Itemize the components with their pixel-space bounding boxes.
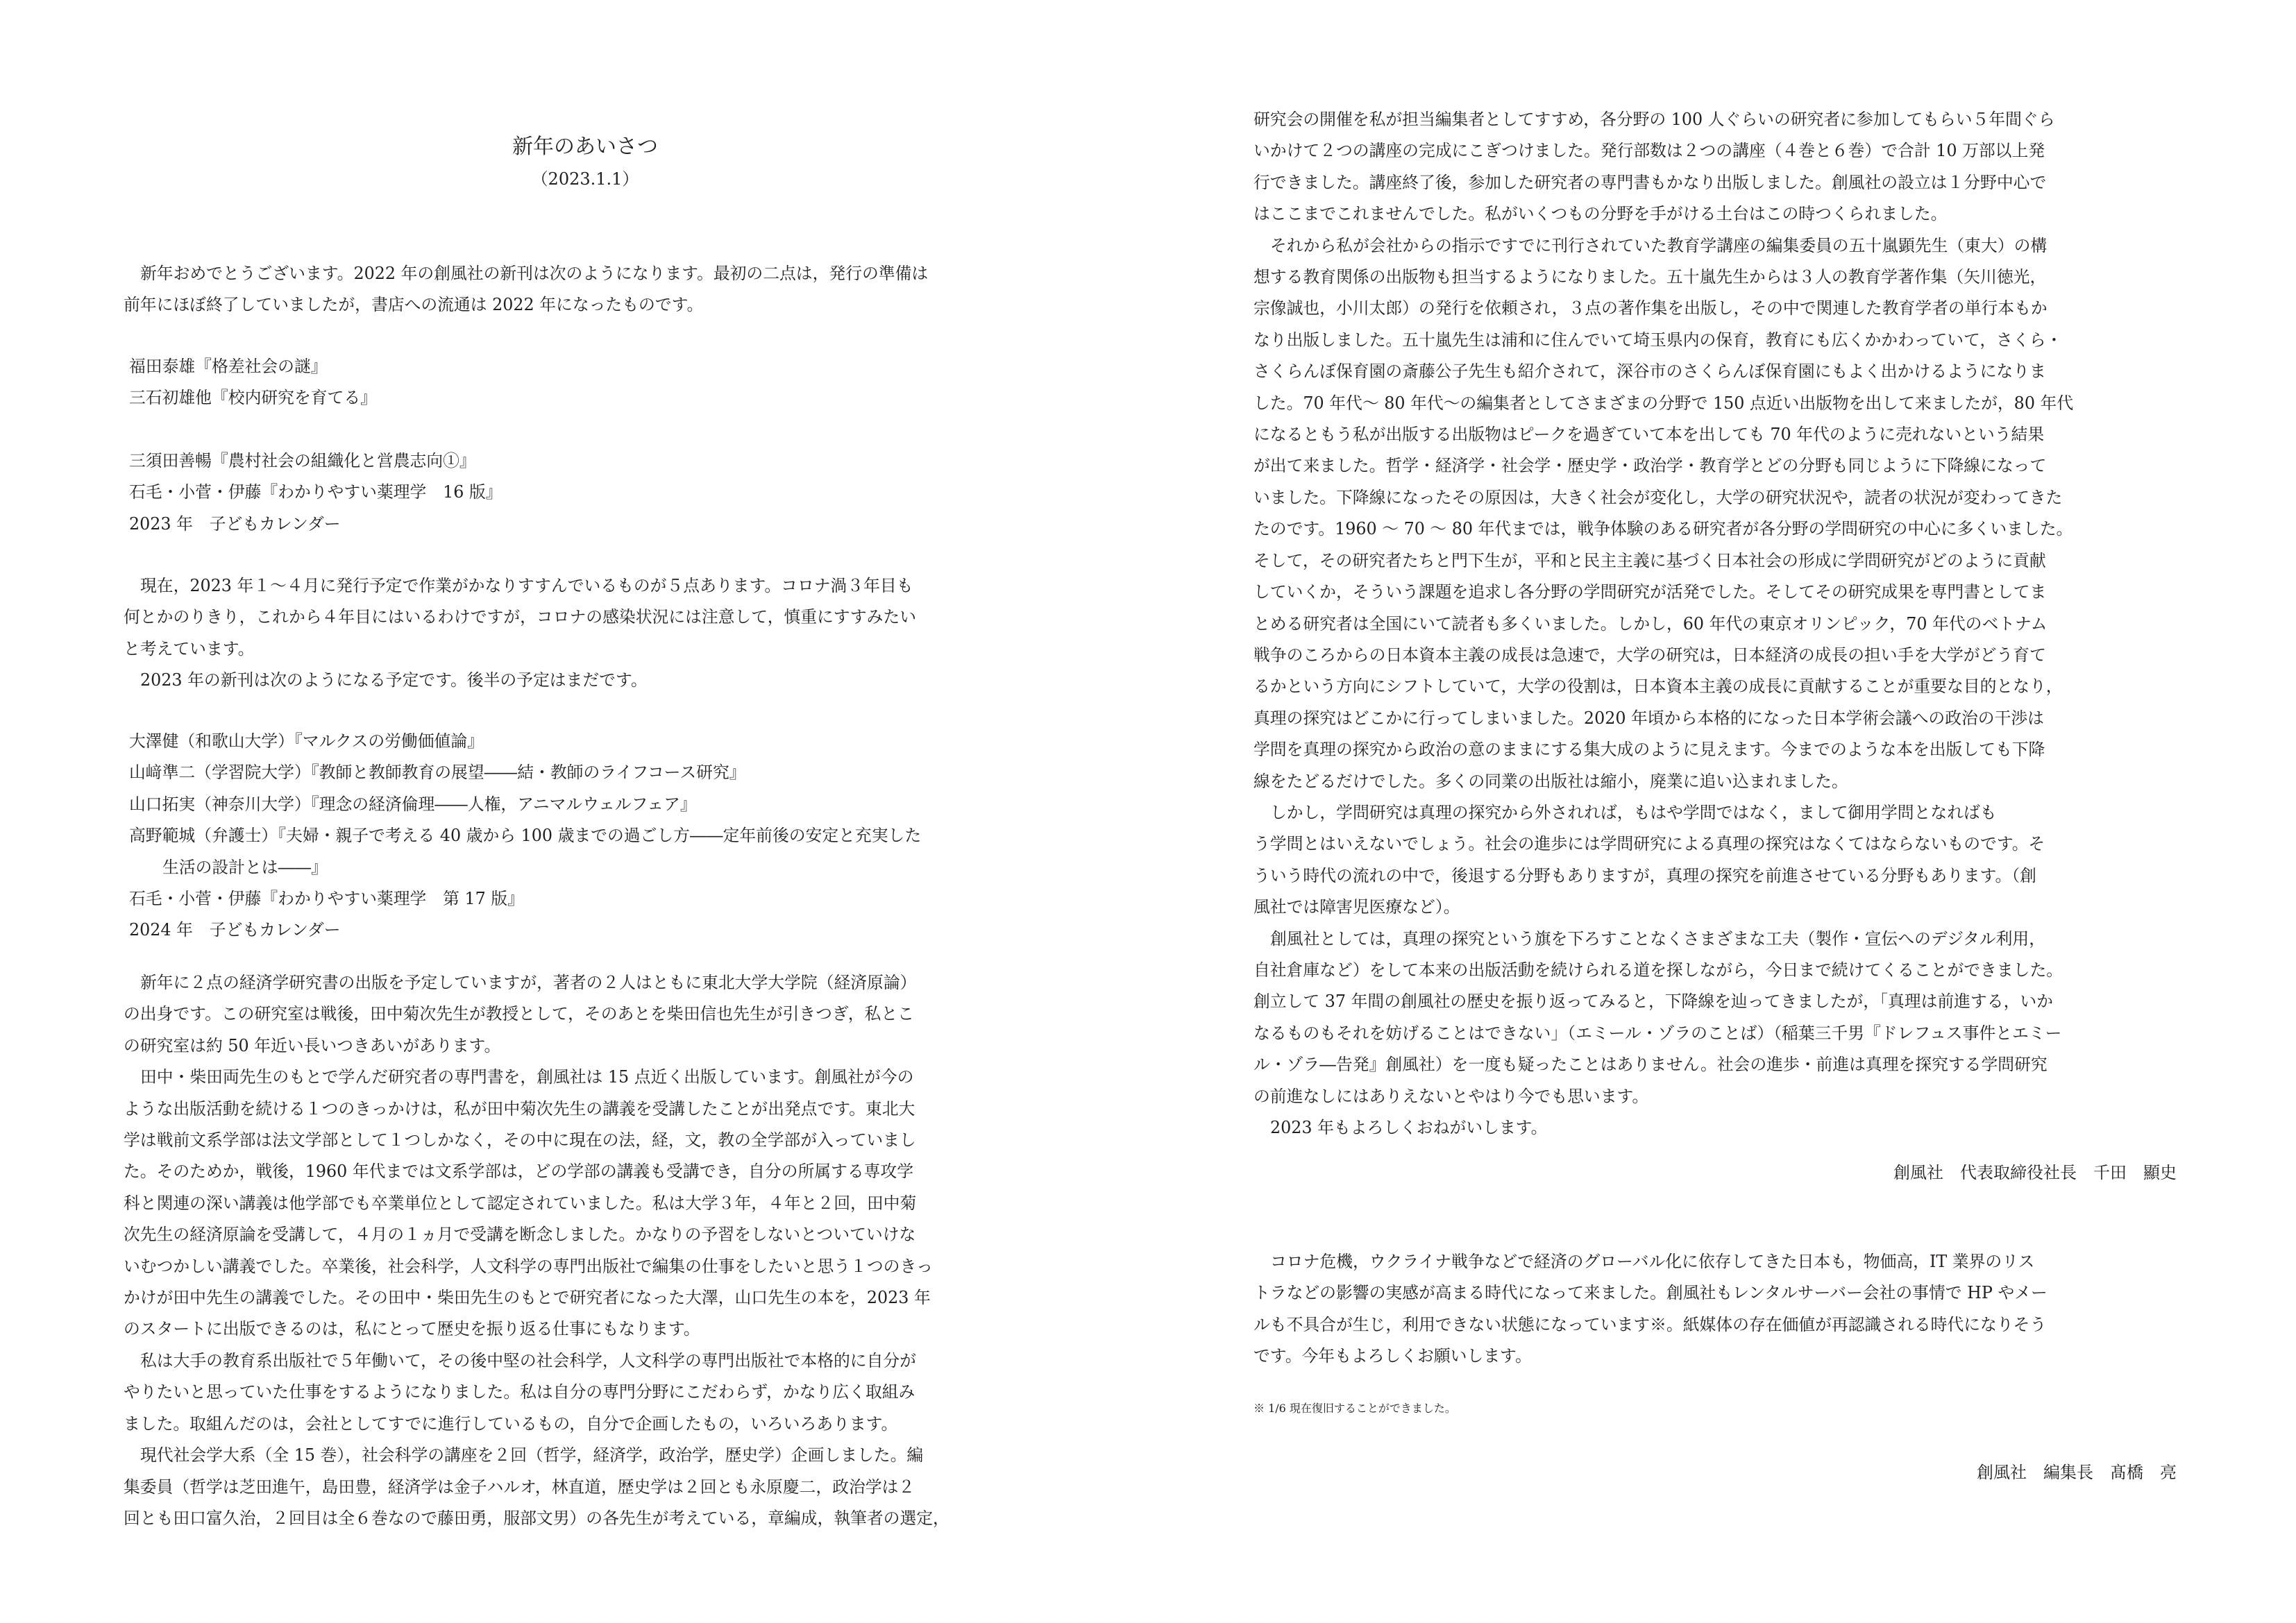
book-list-2022-b — [124, 445, 1047, 540]
text-line: はここまでこれませんでした。私がいくつもの分野を手がける土台はこの時つくられました。 — [1253, 204, 1948, 224]
text-line: 学問を真理の探究から政治の意のままにする集大成のように見えます。今までのような本を出版しても下降 — [1253, 740, 2045, 760]
text-line: いむつかしい講義でした。卒業後，社会科学，人文科学の専門出版社で編集の仕事をしたいと思う１つのきっ — [124, 1256, 934, 1276]
text-line: 宗像誠也，小川太郎）の発行を依頼され，３点の著作集を出版し，その中で関連した教育学者の単行本もか — [1253, 298, 2048, 318]
text-line: が出て来ました。哲学・経済学・社会学・歴史学・政治学・教育学とどの分野も同じように下降線になって — [1253, 456, 2047, 476]
text-line: と考えています。 — [124, 638, 255, 658]
text-line: 戦争のころからの日本資本主義の成長は急速で，大学の研究は，日本経済の成長の担い手を大学がどう育て — [1253, 645, 2046, 665]
text-line: るかという方向にシフトしていて，大学の役割は，日本資本主義の成長に貢献することが重要な目的となり， — [1253, 677, 2063, 697]
text-line: 現在，2023 年１～４月に発行予定で作業がかなりすすんでいるものが５点あります。コロナ渦３年目も — [140, 576, 913, 595]
text-line: 科と関連の深い講義は他学部でも卒業単位として認定されていました。私は大学３年，４年と２回，田中菊 — [124, 1193, 917, 1213]
list-item: 高野範城（弁護士）『夫婦・親子で考える 40 歳から 100 歳までの過ごし方――定年前後の安定と充実した — [129, 826, 922, 846]
text-line: 風社では障害児医療など）。 — [1253, 897, 1460, 917]
text-line: 研究会の開催を私が担当編集者としてすすめ，各分野の 100 人ぐらいの研究者に参加してもらい５年間ぐら — [1253, 110, 2055, 129]
history-continued — [1253, 104, 2177, 1144]
text-line: ルも不具合が生じ，利用できない状態になっています※。紙媒体の存在価値が再認識される時代になりそう — [1253, 1314, 2047, 1334]
text-line: いかけて２つの講座の完成にこぎつけました。発行部数は２つの講座（４巻と６巻）で合計 10 万部以上発 — [1253, 141, 2045, 161]
text-line: になるともう私が出版する出版物はピークを過ぎていて本を出しても 70 年代のように売れないという結果 — [1253, 425, 2045, 445]
date-line: （2023.1.1） — [531, 169, 639, 189]
text-line: していくか，そういう課題を追求し各分野の学問研究が活発でした。そしてその研究成果を専門書としてま — [1253, 582, 2047, 602]
signature-president: 創風社 代表取締役社長 千田 顯史 — [1893, 1163, 2177, 1182]
text-line: コロナ危機，ウクライナ戦争などで経済のグローバル化に依存してきた日本も，物価高，IT 業界のリス — [1270, 1252, 2035, 1271]
text-line: しかし，学問研究は真理の探究から外されれば，もはや学問ではなく，まして御用学問となればも — [1270, 802, 1997, 822]
text-line: の出身です。この研究室は戦後，田中菊次先生が教授として，そのあとを柴田信也先生が引きつぎ，私とこ — [124, 1004, 914, 1024]
list-item: 大澤健（和歌山大学）『マルクスの労働価値論』 — [129, 731, 484, 751]
list-item: 山口拓実（神奈川大学）『理念の経済倫理――人権，アニマルウェルフェア』 — [129, 794, 697, 814]
text-line: の研究室は約 50 年近い長いつきあいがあります。 — [124, 1035, 501, 1055]
text-line: 集委員（哲学は芝田進午，島田豊，経済学は金子ハルオ，林直道，歴史学は２回とも永原慶二，政治学は２ — [124, 1477, 915, 1497]
text-line: 2023 年の新刊は次のようになる予定です。後半の予定はまだです。 — [140, 670, 648, 690]
signature-editor: 創風社 編集長 髙橋 亮 — [1977, 1463, 2177, 1482]
footnote: ※ 1/6 現在復旧することができました。 — [1253, 1402, 1456, 1415]
list-item: 三石初雄他『校内研究を育てる』 — [129, 388, 377, 408]
text-line: 創立して 37 年間の創風社の歴史を振り返ってみると，下降線を辿ってきましたが，「真理は前進する，いか — [1253, 992, 2053, 1012]
text-line: 新年おめでとうございます。2022 年の創風社の新刊は次のようになります。最初の二点は，発行の準備は — [140, 264, 929, 283]
text-line: 自社倉庫など）をして本来の出版活動を続けられる道を探しながら，今日まで続けてくることができました。 — [1253, 960, 2063, 980]
text-line: 真理の探究はどこかに行ってしまいました。2020 年頃から本格的になった日本学術会議への政治の干渉は — [1253, 708, 2044, 728]
text-line: そして，その研究者たちと門下生が，平和と民主主義に基づく日本社会の形成に学問研究がどのように貢献 — [1253, 550, 2046, 570]
text-line: ました。取組んだのは，会社としてすでに進行しているもの，自分で企画したもの，いろいろあります。 — [124, 1413, 898, 1434]
book-list-2023 — [124, 726, 1047, 946]
book-list-2022-a — [124, 351, 1047, 414]
text-line: 私は大手の教育系出版社で５年働いて，その後中堅の社会科学，人文科学の専門出版社で本格的に自分が — [140, 1350, 916, 1370]
intro-paragraph — [124, 258, 1047, 321]
status-paragraph — [124, 570, 1047, 697]
message-paragraph — [1253, 1246, 2177, 1373]
page-title: 新年のあいさつ — [512, 135, 658, 159]
text-line: いました。下降線になったその原因は，大きく社会が変化し，大学の研究状況や，読者の状況が変わってきた — [1253, 487, 2063, 507]
text-line: の前進なしにはありえないとやはり今でも思います。 — [1253, 1086, 1649, 1106]
text-line: なり出版しました。五十嵐先生は浦和に住んでいて埼玉県内の保育，教育にも広くかかわっていて，さくら・ — [1253, 330, 2063, 350]
text-line: やりたいと思っていた仕事をするようになりました。私は自分の専門分野にこだわらず，かなり広く取組み — [124, 1382, 915, 1402]
text-line: 2023 年もよろしくおねがいします。 — [1270, 1118, 1548, 1137]
text-line: なるものもそれを妨げることはできない」（エミール・ゾラのことば）（稲葉三千男『ドレフュス事件とエミー — [1253, 1023, 2062, 1043]
text-line: とめる研究者は全国にいて読者も多くいました。しかし，60 年代の東京オリンピック，70 年代のベトナム — [1253, 613, 2048, 634]
text-line: それから私が会社からの指示ですでに刊行されていた教育学講座の編集委員の五十嵐顕先生（東大）の構 — [1270, 235, 2048, 255]
text-line: た。そのためか，戦後，1960 年代までは文系学部は，どの学部の講義も受講でき，自分の所属する専攻学 — [124, 1162, 914, 1182]
text-line: 行できました。講座終了後，参加した研究者の専門書もかなり出版しました。創風社の設立は１分野中心で — [1253, 172, 2047, 192]
text-line: さくらんぼ保育園の斎藤公子先生も紹介されて，深谷市のさくらんぼ保育園にもよく出かけるようになりま — [1253, 362, 2046, 382]
text-line: ル・ゾラ―告発』創風社）を一度も疑ったことはありません。社会の進歩・前進は真理を探究する学問研究 — [1253, 1055, 2048, 1075]
text-line: かけが田中先生の講義でした。その田中・柴田先生のもとで研究者になった大澤，山口先生の本を，2023 年 — [124, 1288, 931, 1308]
text-line: 次先生の経済原論を受講して，４月の１ヵ月で受講を断念しました。かなりの予習をしないとついていけな — [124, 1225, 916, 1245]
list-item: 福田泰雄『格差社会の謎』 — [129, 357, 328, 376]
text-line: 何とかのりきり，これから４年目にはいるわけですが，コロナの感染状況には注意して，慎重にすすみたい — [124, 607, 917, 627]
list-item: 三須田善暢『農村社会の組織化と営農志向①』 — [129, 451, 476, 470]
list-item: 2024 年 子どもカレンダー — [129, 920, 341, 940]
text-line: ういう時代の流れの中で，後退する分野もありますが，真理の探究を前進させている分野もあります。（創 — [1253, 865, 2036, 885]
text-line: 創風社としては，真理の探究という旗を下ろすことなくさまざまな工夫（製作・宣伝へのデジタル利用， — [1270, 928, 2046, 949]
text-line: のスタートに出版できるのは，私にとって歴史を振り返る仕事にもなります。 — [124, 1319, 700, 1339]
text-line: たのです。1960 ～ 70 ～ 80 年代までは，戦争体験のある研究者が各分野の学問研究の中心に多くいました。 — [1253, 519, 2073, 539]
text-line: した。70 年代～ 80 年代～の編集者としてさまざまの分野で 150 点近い出版物を出して来ましたが，80 年代 — [1253, 393, 2074, 413]
text-line: 線をたどるだけでした。多くの同業の出版社は縮小，廃業に追い込まれました。 — [1253, 771, 1848, 791]
list-item: 生活の設計とは――』 — [162, 857, 328, 877]
list-item: 石毛・小菅・伊藤『わかりやすい薬理学 16 版』 — [129, 482, 503, 502]
list-item: 石毛・小菅・伊藤『わかりやすい薬理学 第 17 版』 — [129, 889, 524, 909]
text-line: 学は戦前文系学部は法文学部として１つしかなく，その中に現在の法，経，文，教の全学部が入っていまし — [124, 1130, 916, 1150]
text-line: 現代社会学大系（全 15 巻），社会科学の講座を２回（哲学，経済学，政治学，歴史学）企画しました。編 — [140, 1445, 924, 1465]
history-paragraphs — [124, 967, 1047, 1534]
text-line: 想する教育関係の出版物も担当するようになりました。五十嵐先生からは３人の教育学著作集（矢川徳光， — [1253, 267, 2047, 287]
text-line: です。今年もよろしくお願いします。 — [1253, 1346, 1532, 1366]
text-line: 前年にほぼ終了していましたが，書店への流通は 2022 年になったものです。 — [124, 295, 704, 315]
text-line: トラなどの影響の実感が高まる時代になって来ました。創風社もレンタルサーバー会社の事情で HP やメー — [1253, 1283, 2048, 1303]
text-line: う学問とはいえないでしょう。社会の進歩には学問研究による真理の探究はなくてはならないものです。そ — [1253, 834, 2045, 854]
list-item: 2023 年 子どもカレンダー — [129, 513, 341, 534]
text-line: 田中・柴田両先生のもとで学んだ研究者の専門書を，創風社は 15 点近く出版しています。創風社が今の — [140, 1067, 914, 1087]
list-item: 山﨑準二（学習院大学）『教師と教師教育の展望――結・教師のライフコース研究』 — [129, 763, 746, 783]
text-line: 新年に２点の経済学研究書の出版を予定していますが，著者の２人はともに東北大学大学院（経済原論） — [140, 973, 917, 992]
text-line: ような出版活動を続ける１つのきっかけは，私が田中菊次先生の講義を受講したことが出発点です。東北大 — [124, 1098, 915, 1119]
text-line: 回とも田口富久治，２回目は全６巻なので藤田勇，服部文男）の各先生が考えている，章編成，執筆者の選定， — [124, 1508, 949, 1528]
